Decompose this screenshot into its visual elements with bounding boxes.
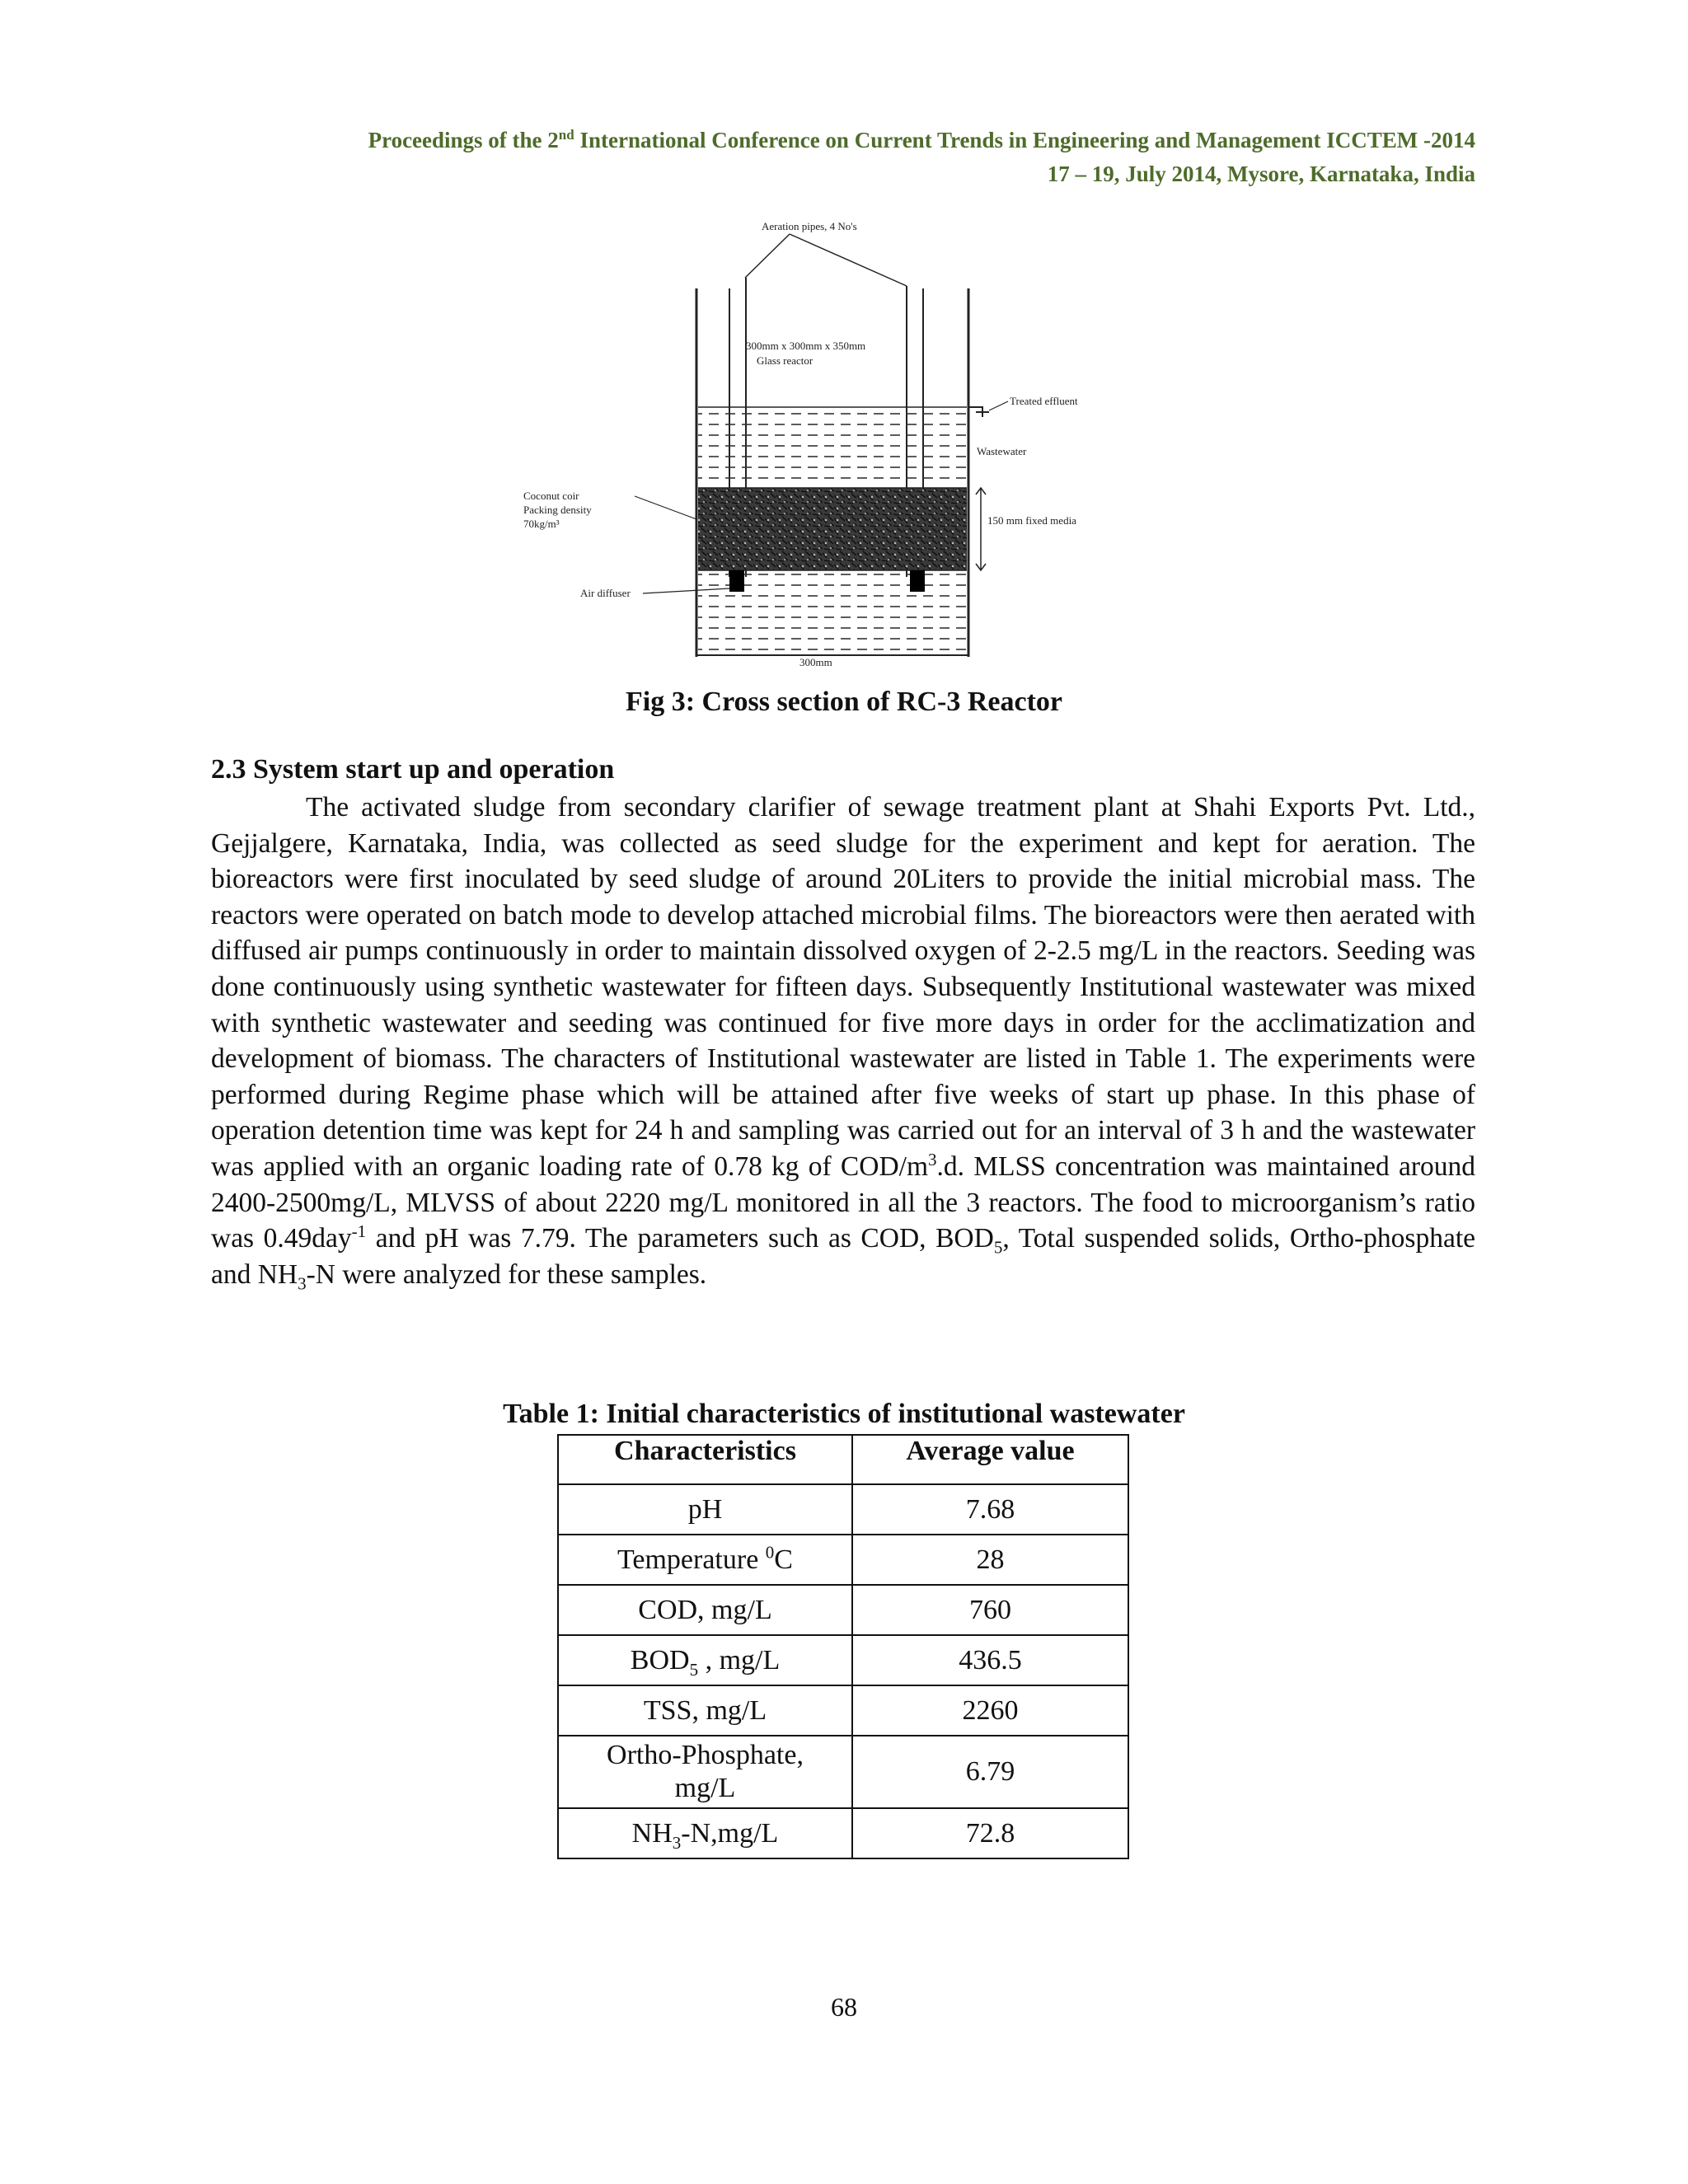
reactor-cross-section-figure [511, 216, 1121, 668]
characteristics-table [557, 1434, 1129, 1859]
packing-density-label: Packing density [523, 504, 592, 516]
table-caption: Table 1: Initial characteristics of institutional wastewater [503, 1399, 1185, 1429]
table-row: Temperature $^0$C 28 [558, 1535, 1128, 1585]
body-paragraph: The activated sludge from secondary clarifier of sewage treatment plant at Shahi Exports Pvt. Ltd., Gejjalgere, Karnataka, India, was collected as seed sludge for the experiment and kept for aeration. The bioreactors were first inoculated by seed sludge of around 20Liters to provide the initial microbial mass. The reactors were operated on batch mode to develop attached microbial films. The bioreactors were then aerated with diffused air pumps continuously in order to maintain dissolved oxygen of 2-2.5 mg/L in the reactors. Seeding was done continuously using synthetic wastewater for fifteen days. Subsequently Institutional wastewater was mixed with synthetic wastewater and seeding was continued for five more days in order for the acclimatization and development of biomass. The characters of Institutional wastewater are listed in Table 1. The experiments were performed during Regime phase which will be attained after five weeks of start up phase. In this phase of operation detention time was kept for 24 h and sampling was carried out for an interval of 3 h and the wastewater was applied with an organic loading rate of 0.78 kg of COD/$m^3.d$. MLSS concentration was maintained around 2400-2500mg/L, MLVSS of about 2220 mg/L monitored in all the 3 reactors. The food to microorganism’s ratio was 0.49day$^{-1}$ and pH was 7.79. The parameters such as COD, $BOD_5$, Total suspended solids, Ortho-phosphate and $NH_3-N$ were analyzed for these samples. [211, 792, 1475, 1294]
air-diffuser-label: Air diffuser [580, 587, 631, 599]
fixed-media-label: 150 mm fixed media [987, 514, 1076, 527]
aeration-pipes-label: Aeration pipes, 4 No's [762, 220, 857, 232]
reactor-type-label: Glass reactor [757, 354, 814, 367]
table-row: Ortho-Phosphate, mg/L 6.79 [558, 1736, 1128, 1808]
page-number: 68 [831, 1992, 857, 2022]
header-line-1: Proceedings of the 2nd International Conference on Current Trends in Engineering and Management ICCTEM -2014 [368, 127, 1475, 152]
coconut-coir-label: Coconut coir [523, 490, 579, 502]
reactor-size-label: 300mm x 300mm x 350mm [746, 340, 866, 352]
table-row: COD, mg/L 760 [558, 1585, 1128, 1635]
figure-caption: Fig 3: Cross section of RC-3 Reactor [625, 687, 1063, 717]
wastewater-label: Wastewater [977, 445, 1027, 457]
packing-density-value: 70kg/m³ [523, 518, 560, 530]
table-header-row [558, 1435, 1128, 1484]
table-row: TSS, mg/L 2260 [558, 1685, 1128, 1736]
table-header-average-value: Average value [852, 1435, 1128, 1484]
table-row: $BOD_5$ , mg/L 436.5 [558, 1635, 1128, 1685]
treated-effluent-label: Treated effluent [1010, 395, 1078, 407]
reactor-width-label: 300mm [799, 656, 832, 668]
table-header-characteristics: Characteristics [558, 1435, 852, 1484]
section-heading: 2.3 System start up and operation [211, 754, 615, 785]
table-row: pH 7.68 [558, 1484, 1128, 1535]
conference-header [211, 124, 1475, 191]
header-line-2: 17 – 19, July 2014, Mysore, Karnataka, India [1047, 162, 1475, 186]
table-row: $NH_3-N,mg/L$ 72.8 [558, 1808, 1128, 1858]
